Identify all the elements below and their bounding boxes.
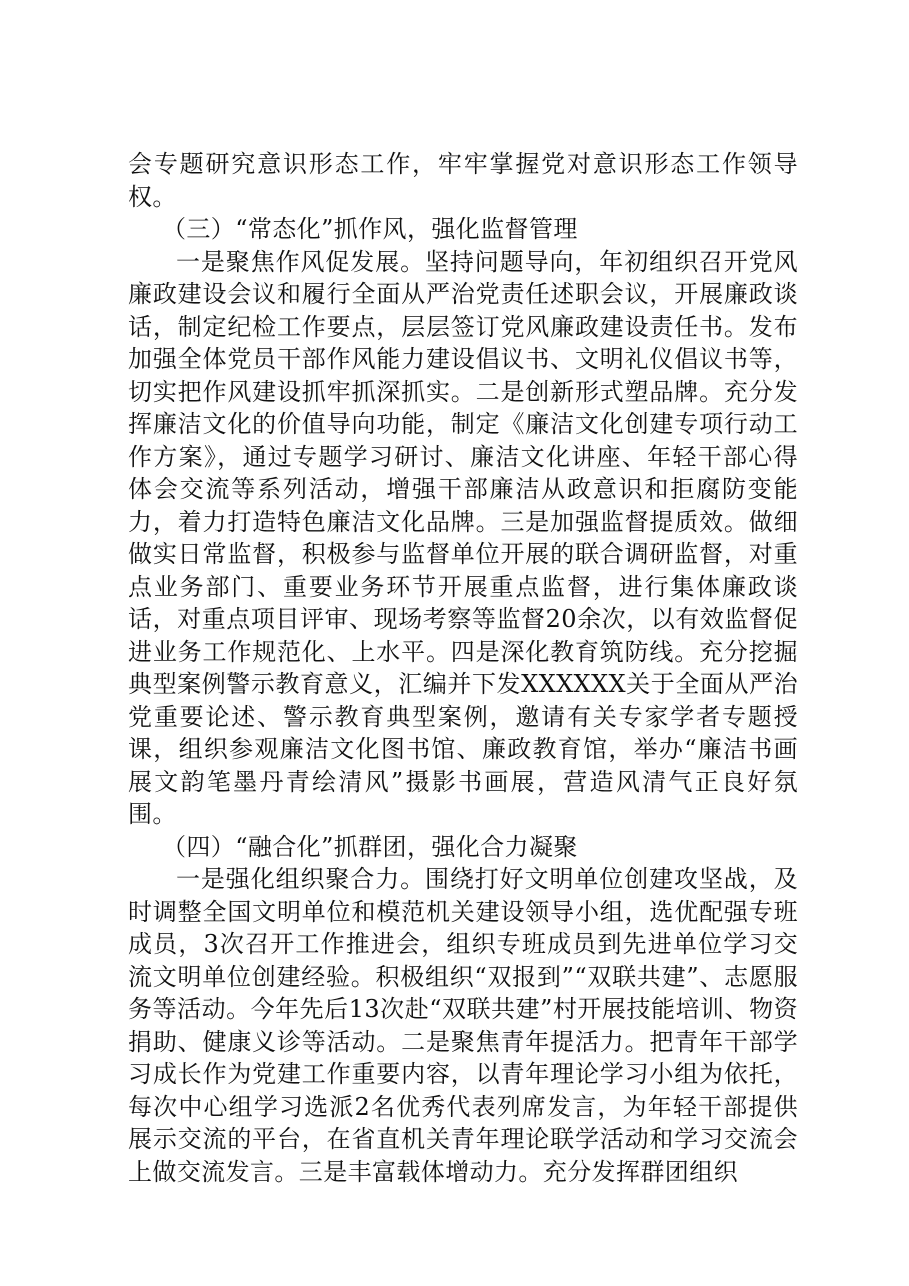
section-heading-3: （三）“常态化”抓作风，强化监督管理 — [162, 215, 578, 243]
section-4-paragraph: 一是强化组织聚合力。围绕打好文明单位创建攻坚战，及时调整全国文明单位和模范机关建设领导小组，选优配强专班成员，3次召开工作推进会，组织专班成员到先进单位学习交流文明单位创建经验。积极组织“双报到”“双联共建”、志愿服务等活动。今年先后13次赴“双联共建”村开展技能培训、物资捐助、健康义诊等活动。二是聚焦青年提活力。把青年干部学习成长作为党建工作重要内容，以青年理论学习小组为依托，每次中心组学习选派2名优秀代表列席发言，为年轻干部提供展示交流的平台，在省直机关青年理论联学活动和学习交流会上做交流发言。三是丰富载体增动力。充分发挥群团组织 — [128, 865, 798, 1186]
section-3-paragraph: 一是聚焦作风促发展。坚持问题导向，年初组织召开党风廉政建设会议和履行全面从严治党责任述职会议，开展廉政谈话，制定纪检工作要点，层层签订党风廉政建设责任书。发布加强全体党员干部作风能力建设倡议书、文明礼仪倡议书等，切实把作风建设抓牢抓深抓实。二是创新形式塑品牌。充分发挥廉洁文化的价值导向功能，制定《廉洁文化创建专项行动工作方案》，通过专题学习研讨、廉洁文化讲座、年轻干部心得体会交流等系列活动，增强干部廉洁从政意识和拒腐防变能力，着力打造特色廉洁文化品牌。三是加强监督提质效。做细做实日常监督，积极参与监督单位开展的联合调研监督，对重点业务部门、重要业务环节开展重点监督，进行集体廉政谈话，对重点项目评审、现场考察等监督20余次，以有效监督促进业务工作规范化、上水平。四是深化教育筑防线。充分挖掘典型案例警示教育意义，汇编并下发XXXXXX关于全面从严治党重要论述、警示教育典型案例，邀请有关专家学者专题授课，组织参观廉洁文化图书馆、廉政教育馆，举办“廉洁书画展文韵笔墨丹青绘清风”摄影书画展，营造风清气正良好氛围。 — [128, 247, 798, 828]
continuation-paragraph: 会专题研究意识形态工作，牢牢掌握党对意识形态工作领导权。 — [128, 150, 798, 211]
document-body — [128, 148, 798, 1188]
section-heading-4: （四）“融合化”抓群团，强化合力凝聚 — [162, 832, 578, 861]
